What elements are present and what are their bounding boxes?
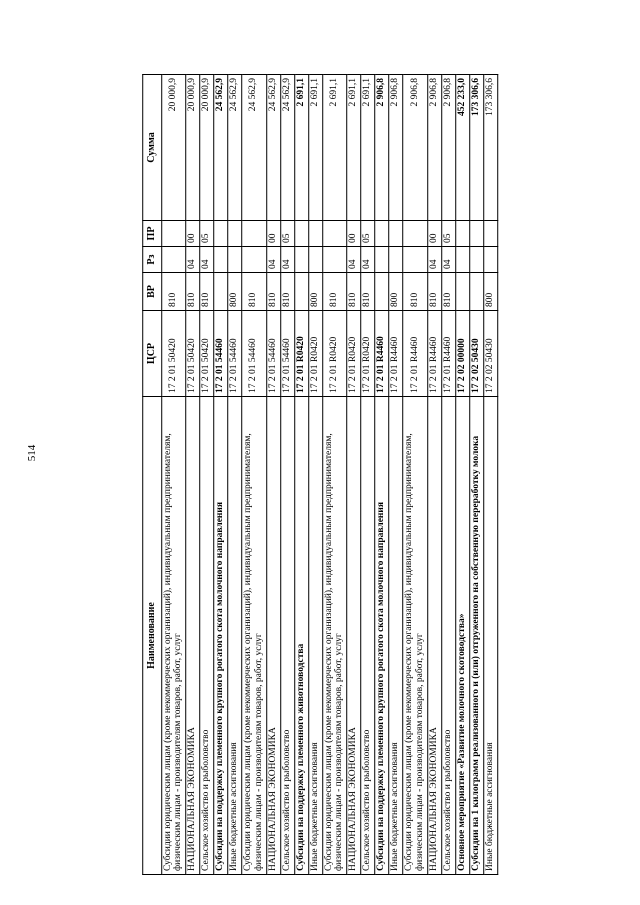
header-rz: Рз <box>143 247 162 273</box>
cell-vr: 810 <box>322 273 347 311</box>
table-row <box>294 75 308 875</box>
header-csr: ЦСР <box>143 311 162 397</box>
table-row <box>361 75 375 875</box>
rotated-table-container <box>142 75 498 875</box>
cell-vr: 800 <box>308 273 322 311</box>
cell-vr: 810 <box>161 273 186 311</box>
cell-pr <box>161 221 186 247</box>
table-row <box>186 75 200 875</box>
cell-pr: 05 <box>361 221 375 247</box>
cell-rz: 04 <box>442 247 456 273</box>
cell-name: НАЦИОНАЛЬНАЯ ЭКОНОМИКА <box>267 397 281 875</box>
cell-vr <box>294 273 308 311</box>
header-vr: ВР <box>143 273 162 311</box>
cell-pr <box>228 221 242 247</box>
cell-vr <box>375 273 389 311</box>
cell-csr: 17 2 01 50420 <box>200 311 214 397</box>
cell-vr: 810 <box>347 273 361 311</box>
table-header-row <box>143 75 162 875</box>
cell-vr: 800 <box>228 273 242 311</box>
cell-rz: 04 <box>186 247 200 273</box>
cell-rz <box>469 247 483 273</box>
cell-rz: 04 <box>361 247 375 273</box>
cell-name: Иные бюджетные ассигнования <box>228 397 242 875</box>
cell-vr: 810 <box>361 273 375 311</box>
cell-pr: 05 <box>281 221 295 247</box>
cell-sum: 452 233,0 <box>456 75 470 221</box>
table-row <box>483 75 497 875</box>
table-row <box>214 75 228 875</box>
table-row <box>228 75 242 875</box>
cell-vr <box>214 273 228 311</box>
cell-sum: 24 562,9 <box>242 75 267 221</box>
cell-csr: 17 2 01 54460 <box>242 311 267 397</box>
cell-name: Субсидии юридическим лицам (кроме некоммерческих организаций), индивидуальным предпринимателям, физическим лицам - производителям товаров, работ, услуг <box>322 397 347 875</box>
cell-rz <box>161 247 186 273</box>
cell-pr <box>389 221 403 247</box>
cell-name: Субсидии на 1 килограмм реализованного и (или) отгруженного на собственную переработку молока <box>469 397 483 875</box>
cell-csr: 17 2 01 54460 <box>267 311 281 397</box>
cell-name: НАЦИОНАЛЬНАЯ ЭКОНОМИКА <box>428 397 442 875</box>
cell-pr <box>483 221 497 247</box>
cell-rz <box>214 247 228 273</box>
cell-pr <box>308 221 322 247</box>
cell-pr: 00 <box>267 221 281 247</box>
cell-rz <box>403 247 428 273</box>
cell-vr: 810 <box>186 273 200 311</box>
cell-pr: 00 <box>428 221 442 247</box>
cell-csr: 17 2 01 R4460 <box>403 311 428 397</box>
cell-csr: 17 2 01 54460 <box>281 311 295 397</box>
cell-csr: 17 2 01 50420 <box>161 311 186 397</box>
table-body <box>161 75 497 875</box>
cell-rz <box>242 247 267 273</box>
cell-name: Субсидии юридическим лицам (кроме некоммерческих организаций), индивидуальным предпринимателям, физическим лицам - производителям товаров, работ, услуг <box>403 397 428 875</box>
cell-vr: 810 <box>200 273 214 311</box>
page-number: 514 <box>26 444 38 462</box>
cell-pr <box>456 221 470 247</box>
cell-name: Субсидии на поддержку племенного крупного рогатого скота молочного направления <box>375 397 389 875</box>
cell-sum: 2 691,1 <box>347 75 361 221</box>
cell-sum: 173 306,6 <box>469 75 483 221</box>
cell-sum: 24 562,9 <box>281 75 295 221</box>
header-sum: Сумма <box>143 75 162 221</box>
cell-rz <box>456 247 470 273</box>
cell-name: Сельское хозяйство и рыболовство <box>200 397 214 875</box>
cell-pr <box>403 221 428 247</box>
cell-rz: 04 <box>200 247 214 273</box>
cell-csr: 17 2 02 50430 <box>483 311 497 397</box>
cell-pr <box>375 221 389 247</box>
cell-pr: 05 <box>442 221 456 247</box>
cell-sum: 2 691,1 <box>322 75 347 221</box>
cell-name: НАЦИОНАЛЬНАЯ ЭКОНОМИКА <box>347 397 361 875</box>
cell-name: Иные бюджетные ассигнования <box>483 397 497 875</box>
cell-csr: 17 2 02 50430 <box>469 311 483 397</box>
cell-sum: 20 000,9 <box>200 75 214 221</box>
cell-vr: 810 <box>242 273 267 311</box>
cell-rz <box>308 247 322 273</box>
cell-rz <box>375 247 389 273</box>
cell-pr <box>469 221 483 247</box>
cell-vr <box>456 273 470 311</box>
cell-csr: 17 2 01 R0420 <box>347 311 361 397</box>
cell-rz: 04 <box>428 247 442 273</box>
cell-rz: 04 <box>281 247 295 273</box>
cell-rz <box>483 247 497 273</box>
cell-vr: 810 <box>281 273 295 311</box>
cell-name: Сельское хозяйство и рыболовство <box>281 397 295 875</box>
cell-name: Иные бюджетные ассигнования <box>308 397 322 875</box>
cell-vr: 810 <box>442 273 456 311</box>
cell-vr: 800 <box>389 273 403 311</box>
cell-rz: 04 <box>267 247 281 273</box>
table-row <box>347 75 361 875</box>
cell-vr: 810 <box>267 273 281 311</box>
cell-name: Основное мероприятие «Развитие молочного скотоводства» <box>456 397 470 875</box>
table-row <box>242 75 267 875</box>
cell-sum: 2 906,8 <box>375 75 389 221</box>
cell-sum: 20 000,9 <box>161 75 186 221</box>
cell-name: Иные бюджетные ассигнования <box>389 397 403 875</box>
cell-csr: 17 2 02 00000 <box>456 311 470 397</box>
cell-sum: 24 562,9 <box>267 75 281 221</box>
table-row <box>200 75 214 875</box>
cell-csr: 17 2 01 R0420 <box>322 311 347 397</box>
cell-name: НАЦИОНАЛЬНАЯ ЭКОНОМИКА <box>186 397 200 875</box>
cell-name: Сельское хозяйство и рыболовство <box>442 397 456 875</box>
cell-pr <box>214 221 228 247</box>
header-pr: ПР <box>143 221 162 247</box>
cell-csr: 17 2 01 R4460 <box>375 311 389 397</box>
cell-csr: 17 2 01 54460 <box>228 311 242 397</box>
cell-sum: 2 906,8 <box>403 75 428 221</box>
cell-pr: 00 <box>347 221 361 247</box>
cell-name: Субсидии юридическим лицам (кроме некоммерческих организаций), индивидуальным предпринимателям, физическим лицам - производителям товаров, работ, услуг <box>161 397 186 875</box>
cell-csr: 17 2 01 50420 <box>186 311 200 397</box>
table-row <box>375 75 389 875</box>
cell-vr: 800 <box>483 273 497 311</box>
cell-vr: 810 <box>403 273 428 311</box>
cell-rz <box>228 247 242 273</box>
cell-sum: 2 906,8 <box>389 75 403 221</box>
cell-pr <box>322 221 347 247</box>
table-row <box>322 75 347 875</box>
table-row <box>267 75 281 875</box>
table-row <box>161 75 186 875</box>
table-row <box>389 75 403 875</box>
cell-sum: 2 906,8 <box>428 75 442 221</box>
table-row <box>428 75 442 875</box>
cell-sum: 2 691,1 <box>294 75 308 221</box>
cell-csr: 17 2 01 R4460 <box>428 311 442 397</box>
cell-sum: 24 562,9 <box>214 75 228 221</box>
cell-name: Субсидии юридическим лицам (кроме некоммерческих организаций), индивидуальным предпринимателям, физическим лицам - производителям товаров, работ, услуг <box>242 397 267 875</box>
table-row <box>281 75 295 875</box>
table-row <box>442 75 456 875</box>
cell-pr <box>294 221 308 247</box>
cell-rz <box>322 247 347 273</box>
cell-csr: 17 2 01 R0420 <box>308 311 322 397</box>
table-row <box>403 75 428 875</box>
cell-rz <box>294 247 308 273</box>
cell-name: Субсидии на поддержку племенного крупного рогатого скота молочного направления <box>214 397 228 875</box>
cell-csr: 17 2 01 R0420 <box>294 311 308 397</box>
cell-pr: 05 <box>200 221 214 247</box>
table-row <box>456 75 470 875</box>
cell-vr: 810 <box>428 273 442 311</box>
budget-table <box>142 74 498 875</box>
cell-csr: 17 2 01 R4460 <box>442 311 456 397</box>
cell-sum: 173 306,6 <box>483 75 497 221</box>
cell-name: Субсидии на поддержку племенного животноводства <box>294 397 308 875</box>
table-row <box>469 75 483 875</box>
cell-pr <box>242 221 267 247</box>
cell-sum: 20 000,9 <box>186 75 200 221</box>
cell-csr: 17 2 01 R4460 <box>389 311 403 397</box>
cell-pr: 00 <box>186 221 200 247</box>
cell-sum: 2 691,1 <box>361 75 375 221</box>
table-row <box>308 75 322 875</box>
cell-rz <box>389 247 403 273</box>
header-name: Наименование <box>143 397 162 875</box>
cell-sum: 2 906,8 <box>442 75 456 221</box>
cell-sum: 2 691,1 <box>308 75 322 221</box>
cell-name: Сельское хозяйство и рыболовство <box>361 397 375 875</box>
cell-rz: 04 <box>347 247 361 273</box>
cell-csr: 17 2 01 54460 <box>214 311 228 397</box>
cell-csr: 17 2 01 R0420 <box>361 311 375 397</box>
cell-sum: 24 562,9 <box>228 75 242 221</box>
cell-vr <box>469 273 483 311</box>
